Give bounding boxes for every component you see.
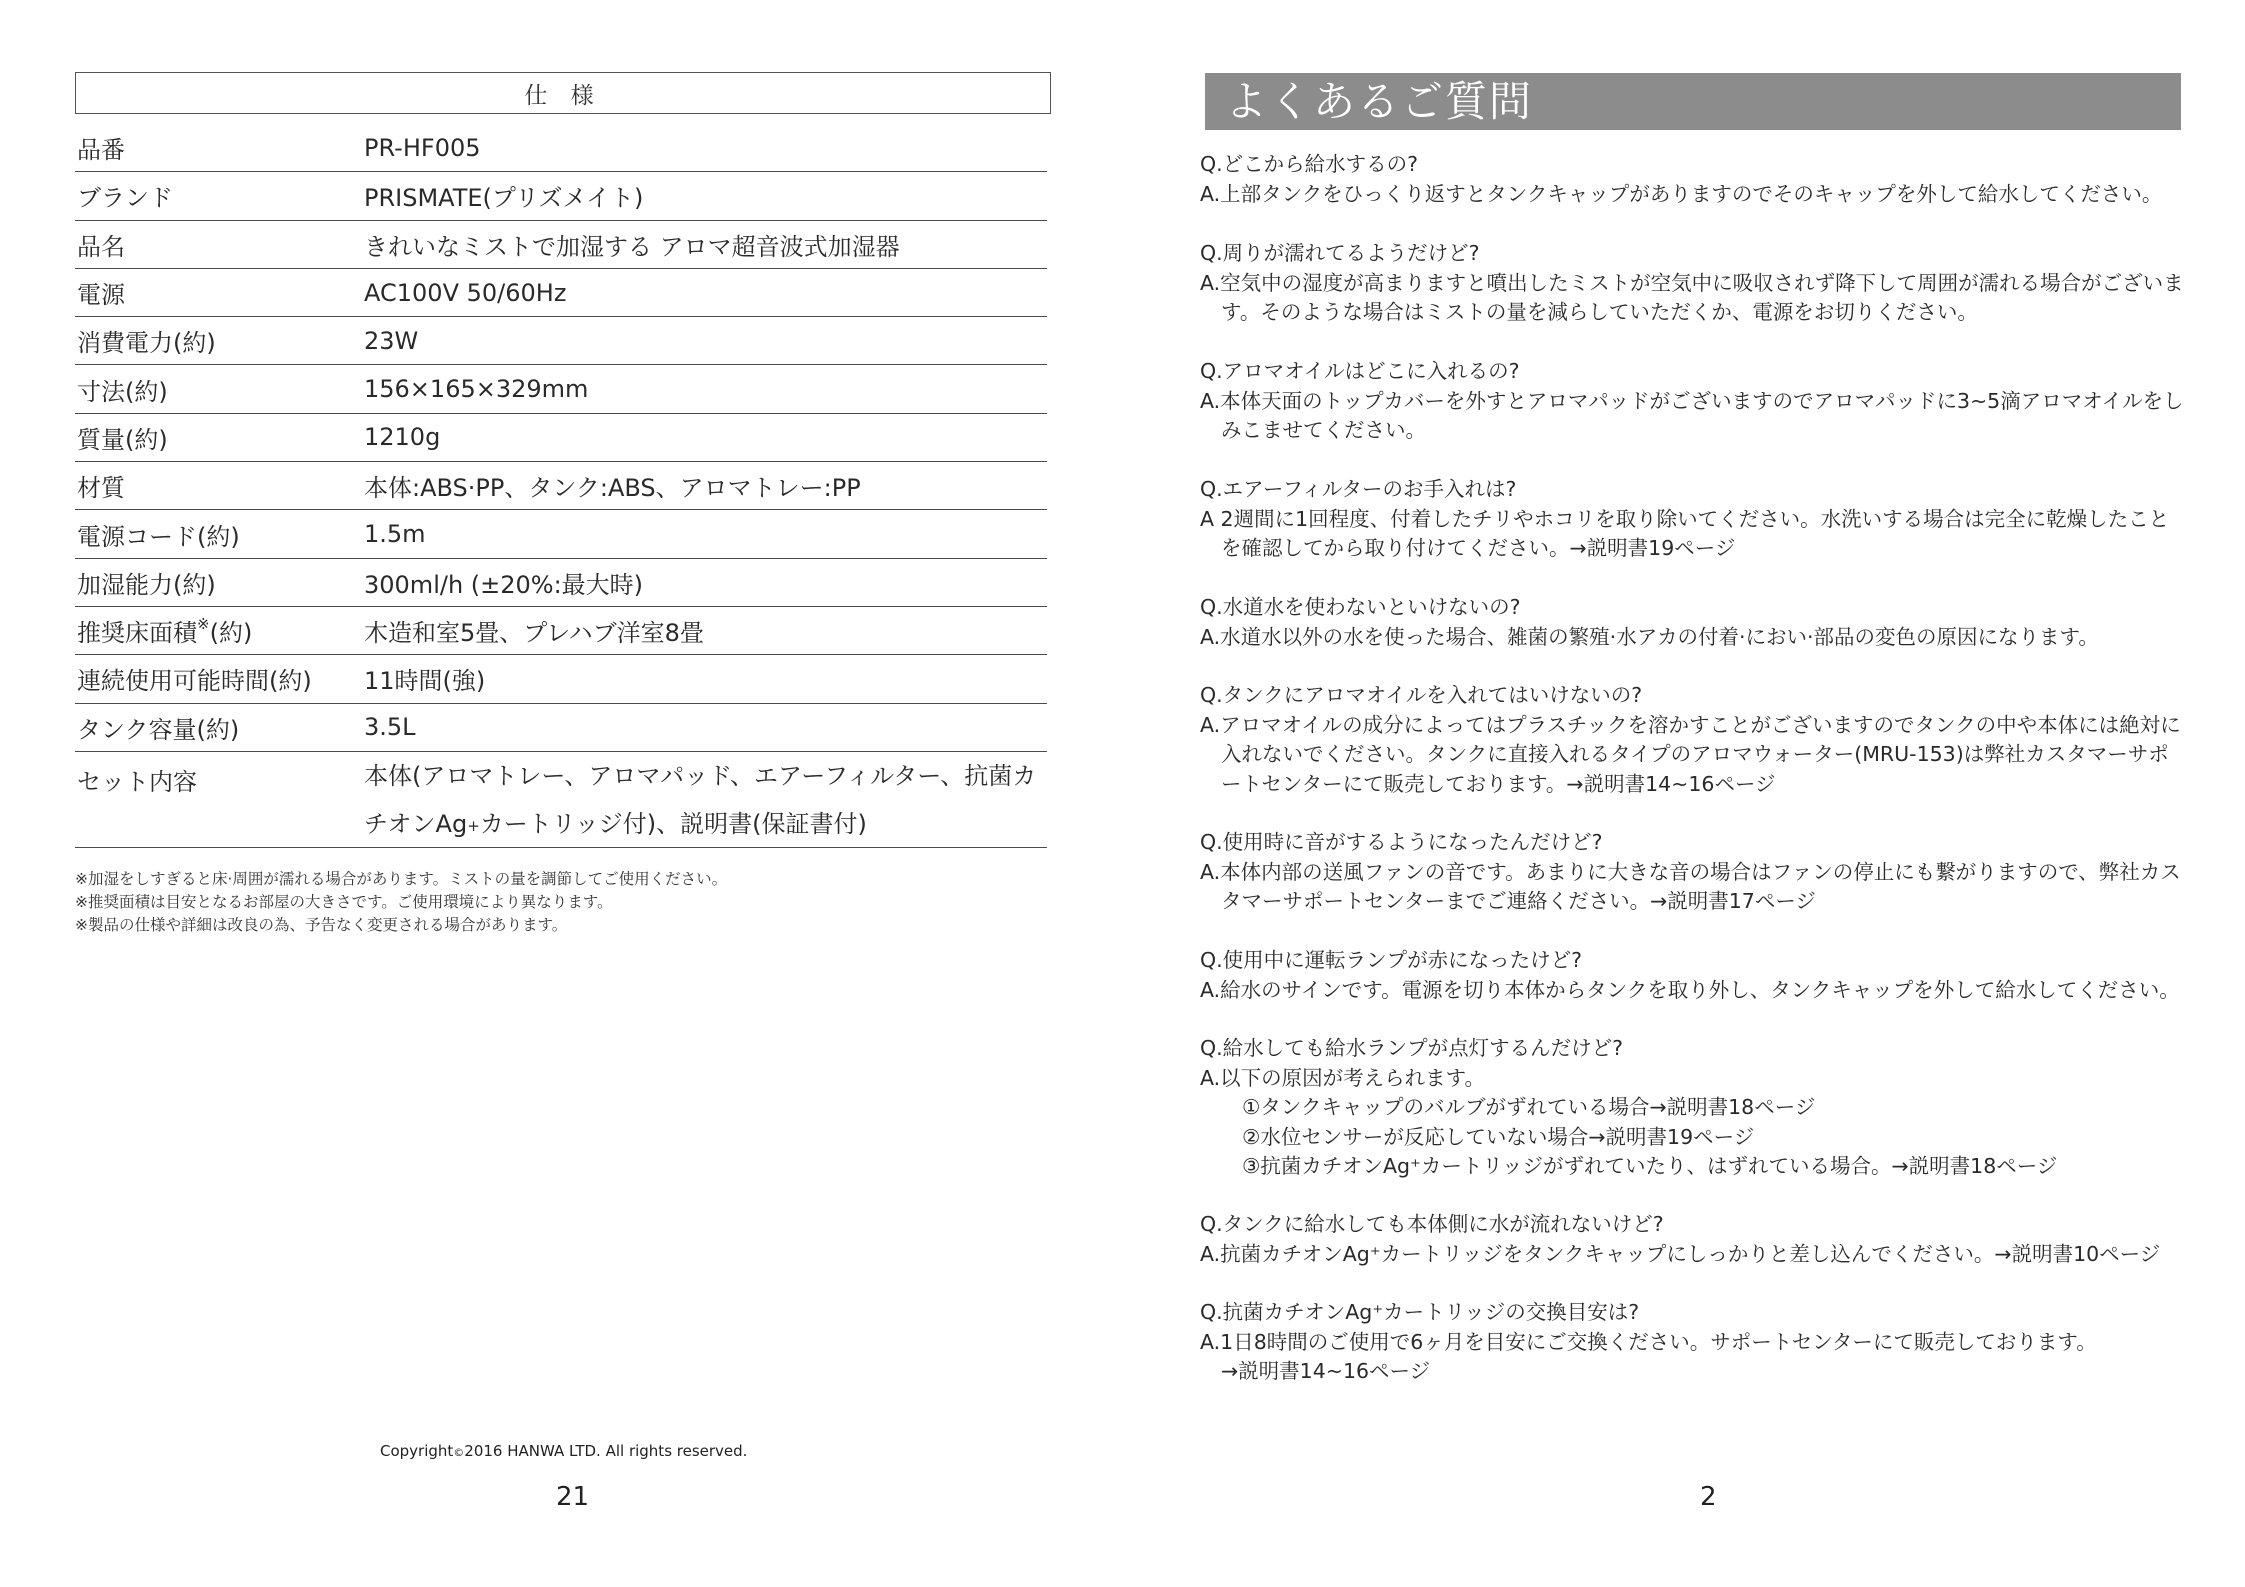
spec-row: [75, 172, 1047, 220]
spec-label: 電源: [77, 281, 125, 310]
spec-value: 300ml/h (±20%:最大時): [364, 570, 644, 599]
faq-answer: A 2週間に1回程度、付着したチリやホコリを取り除いてください。水洗いする場合は完全に乾燥したことを確認してから取り付けてください。→説明書19ページ: [1200, 506, 2170, 560]
faq-answer: A.水道水以外の水を使った場合、雑菌の繁殖·水アカの付着·におい·部品の変色の原因になります。: [1200, 624, 2099, 649]
faq-question: Q.抗菌カチオンAg⁺カートリッジの交換目安は?: [1200, 1300, 1640, 1324]
spec-label: 連続使用可能時間(約): [77, 667, 312, 696]
faq-question: Q.どこから給水するの?: [1200, 152, 1419, 176]
faq-answer-continued: →説明書14~16ページ: [1221, 1359, 1431, 1383]
faq-answer-subitem: ③抗菌カチオンAg⁺カートリッジがずれていたり、はずれている場合。→説明書18ページ: [1242, 1154, 2058, 1178]
spec-value: PRISMATE(プリズメイト): [364, 184, 644, 213]
spec-row: [75, 317, 1047, 365]
faq-answer: A.給水のサインです。電源を切り本体からタンクを取り外し、タンクキャップを外して給水してください。: [1200, 977, 2180, 1002]
spec-value: 11時間(強): [364, 667, 486, 696]
spec-row: [75, 510, 1047, 558]
faq-answer: A.1日8時間のご使用で6ヶ月を目安にご交換ください。サポートセンターにて販売しております。: [1200, 1329, 2097, 1354]
faq-item: [1200, 946, 2185, 1005]
spec-row: [75, 607, 1047, 655]
faq-item: [1200, 681, 2185, 799]
spec-label: 品番: [77, 136, 125, 165]
copyright-symbol: ©: [453, 1446, 465, 1459]
faq-question: Q.エアーフィルターのお手入れは?: [1200, 477, 1517, 501]
faq-question: Q.アロマオイルはどこに入れるの?: [1200, 359, 1520, 383]
spec-row: [75, 414, 1047, 462]
faq-question: Q.タンクにアロマオイルを入れてはいけないの?: [1200, 683, 1643, 707]
spec-row: [75, 704, 1047, 752]
faq-answer: A.上部タンクをひっくり返すとタンクキャップがありますのでそのキャップを外して給水してください。: [1200, 181, 2163, 206]
spec-row: [75, 221, 1047, 269]
faq-item: [1200, 1298, 2185, 1387]
spec-label-suffix: (約): [209, 619, 253, 648]
faq-item: [1200, 475, 2185, 564]
spec-notes: [75, 868, 727, 937]
spec-label: 加湿能力(約): [77, 570, 216, 599]
copyright: [380, 1442, 747, 1460]
faq-answer: A.アロマオイルの成分によってはプラスチックを溶かすことがございますのでタンクの中や本体には絶対に入れないでください。タンクに直接入れるタイプのアロマウォーター(MRU-153)は弊社カスタマーサポートセンターにて販売しております。→説明書14~16ページ: [1200, 712, 2181, 796]
spec-table: [75, 124, 1047, 848]
spec-label: セット内容: [77, 767, 197, 796]
spec-value: 23W: [364, 326, 419, 355]
spec-label: 質量(約): [77, 425, 168, 454]
spec-row: [75, 365, 1047, 413]
spec-label: 材質: [77, 474, 125, 503]
faq-answer: A.本体内部の送風ファンの音です。あまりに大きな音の場合はファンの停止にも繋がりますので、弊社カスタマーサポートセンターまでご連絡ください。→説明書17ページ: [1200, 859, 2181, 913]
set-contents-text-b: カートリッジ付)、説明書(保証書付): [479, 809, 867, 838]
spec-label-text: 推奨床面積: [77, 619, 197, 648]
spec-label: [75, 613, 364, 648]
page-number-right: 2: [1700, 1482, 1717, 1512]
faq-title: よくあるご質問: [1205, 73, 2181, 130]
faq-question: Q.タンクに給水しても本体側に水が流れないけど?: [1200, 1212, 1664, 1236]
spec-label: ブランド: [77, 184, 173, 213]
spec-value: PR-HF005: [364, 133, 481, 162]
faq-item: [1200, 1210, 2185, 1269]
spec-value: 3.5L: [364, 713, 416, 742]
faq-question: Q.周りが濡れてるようだけど?: [1200, 241, 1480, 265]
spec-value: 木造和室5畳、プレハブ洋室8畳: [364, 619, 704, 648]
spec-row: [75, 124, 1047, 172]
faq-item: [1200, 1034, 2185, 1182]
faq-answer: A.空気中の湿度が高まりますと噴出したミストが空気中に吸収されず降下して周囲が濡れる場合がございます。そのような場合はミストの量を減らしていただくか、電源をお切りください。: [1200, 270, 2184, 324]
spec-title-text: 仕 様: [524, 82, 602, 109]
faq-question: Q.給水しても給水ランプが点灯するんだけど?: [1200, 1036, 1624, 1060]
spec-label: 電源コード(約): [77, 522, 240, 551]
faq-answer-subitem: ①タンクキャップのバルブがずれている場合→説明書18ページ: [1242, 1095, 1816, 1119]
spec-label: 消費電力(約): [77, 329, 216, 358]
spec-row: [75, 559, 1047, 607]
faq-question: Q.使用中に運転ランプが赤になったけど?: [1200, 948, 1583, 972]
spec-label: 寸法(約): [77, 377, 168, 406]
faq-item: [1200, 828, 2185, 917]
footnote-mark: ※: [197, 615, 210, 634]
spec-value: 156×165×329mm: [364, 375, 589, 404]
faq-answer: A.抗菌カチオンAg⁺カートリッジをタンクキャップにしっかりと差し込んでください。→説明書10ページ: [1200, 1241, 2161, 1266]
faq-item: [1200, 239, 2185, 328]
copyright-text: 2016 HANWA LTD. All rights reserved.: [464, 1442, 748, 1460]
spec-row-set-contents: [75, 752, 1047, 848]
spec-value: きれいなミストで加湿する アロマ超音波式加湿器: [364, 232, 900, 261]
note-line: ※加湿をしすぎると床·周囲が濡れる場合があります。ミストの量を調節してご使用ください。: [75, 870, 728, 888]
spec-value: AC100V 50/60Hz: [364, 278, 567, 307]
set-contents-text-a: 本体(アロマトレー、アロマパッド、エアーフィルター、抗菌カチオンAg: [364, 761, 1037, 838]
spec-row: [75, 269, 1047, 317]
faq-answer: A.以下の原因が考えられます。: [1200, 1065, 1486, 1090]
faq-item: [1200, 593, 2185, 652]
copyright-word: Copyright: [380, 1442, 454, 1460]
faq-answer: A.本体天面のトップカバーを外すとアロマパッドがございますのでアロマパッドに3~5滴アロマオイルをしみこませてください。: [1200, 388, 2184, 442]
faq-answer-subitem: ②水位センサーが反応していない場合→説明書19ページ: [1242, 1124, 1755, 1149]
spec-label: 品名: [77, 232, 125, 261]
faq-question: Q.使用時に音がするようになったんだけど?: [1200, 830, 1603, 854]
faq-item: [1200, 357, 2185, 446]
faq-question: Q.水道水を使わないといけないの?: [1200, 595, 1521, 619]
spec-title: [75, 72, 1051, 114]
note-line: ※製品の仕様や詳細は改良の為、予告なく変更される場合があります。: [75, 916, 568, 934]
spec-row: [75, 462, 1047, 510]
spec-label: タンク容量(約): [77, 715, 240, 744]
spec-value: 1210g: [364, 423, 441, 452]
note-line: ※推奨面積は目安となるお部屋の大きさです。ご使用環境により異なります。: [75, 893, 613, 911]
superscript-plus: +: [467, 816, 480, 835]
spec-value: 1.5m: [364, 520, 426, 549]
page-number-left: 21: [556, 1482, 590, 1512]
faq-item: [1200, 150, 2185, 209]
spec-value: [364, 752, 1047, 847]
spec-row: [75, 655, 1047, 703]
spec-value: 本体:ABS·PP、タンク:ABS、アロマトレー:PP: [364, 474, 861, 503]
